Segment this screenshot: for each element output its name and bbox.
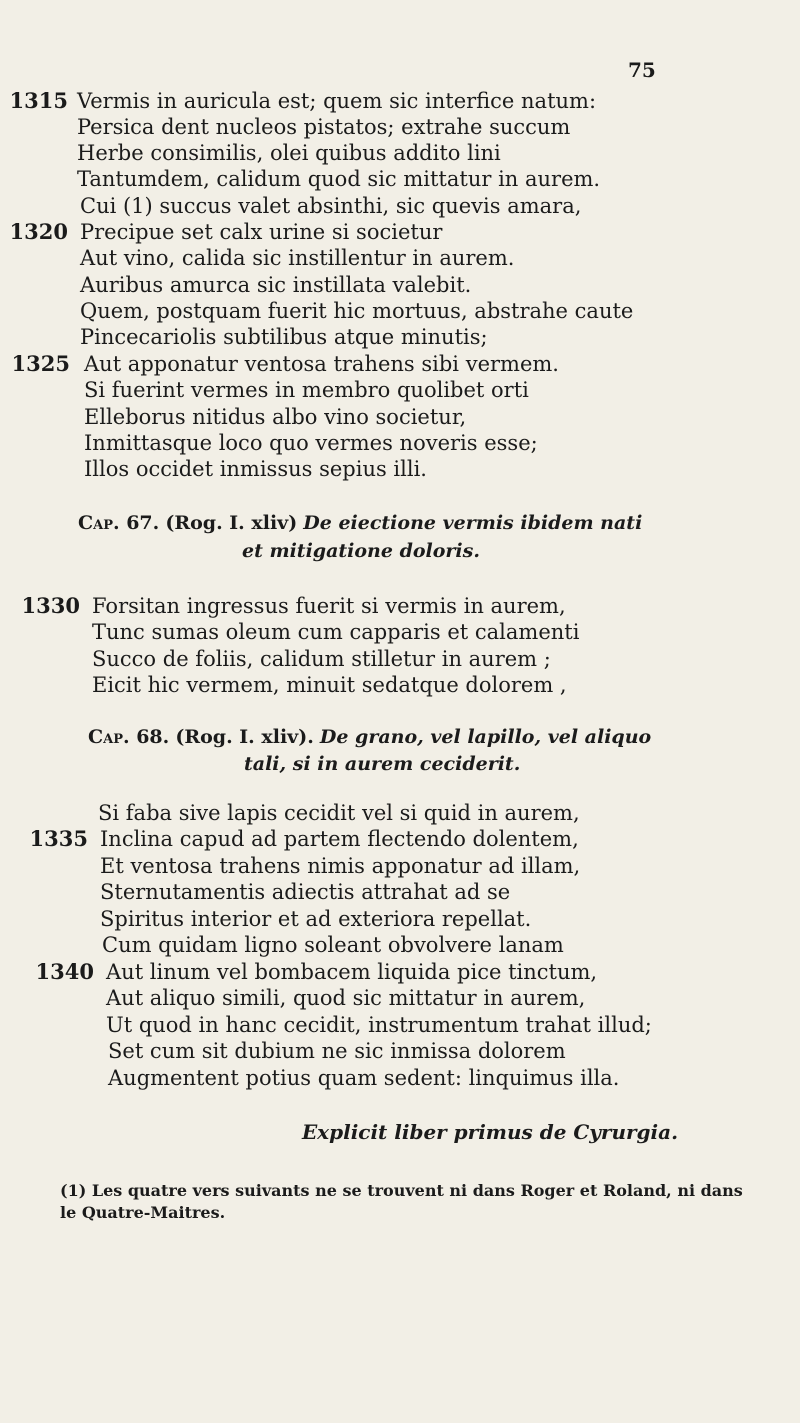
verse-line: Aut aliquo simili, quod sic mittatur in aurem, [106,986,586,1010]
chapter-title-cont: et mitigatione doloris. [242,540,480,562]
verse-line: Tunc sumas oleum cum capparis et calamenti [92,620,580,644]
chapter-reference: (Rog. I. xliv). [175,726,314,748]
verse-line: Eicit hic vermem, minuit sedatque dolorem , [92,673,567,697]
verse-line: 1315 Vermis in auricula est; quem sic interfice natum: [9,88,597,113]
verse-line: Tantumdem, calidum quod sic mittatur in aurem. [77,167,601,191]
verse-line: Set cum sit dubium ne sic inmissa dolorem [108,1039,566,1063]
verse-line: Si faba sive lapis cecidit vel si quid in aurem, [98,801,580,825]
chapter-title: De grano, vel lapillo, vel aliquo [319,726,652,748]
verse-line: 1320 Precipue set calx urine si societur [9,219,443,244]
verse-line: Et ventosa trahens nimis apponatur ad illam, [100,854,581,878]
page-number: 75 [628,58,656,82]
verse-line: Illos occidet inmissus sepius illi. [84,457,427,481]
chapter-title: De eiectione vermis ibidem nati [303,512,643,534]
verse-line: Spiritus interior et ad exteriora repellat. [100,907,532,931]
verse-line: 1330 Forsitan ingressus fuerit si vermis in aurem, [21,593,566,618]
verse-line: Inmittasque loco quo vermes noveris esse; [84,431,538,455]
chapter-label: Cap. 67. [78,512,160,534]
footnote: (1) Les quatre vers suivants ne se trouvent ni dans Roger et Roland, ni dans le Quatre-Maitres. [60,1181,743,1222]
verse-line: Ut quod in hanc cecidit, instrumentum trahat illud; [106,1013,652,1037]
explicit-line: Explicit liber primus de Cyrurgia. [301,1120,679,1144]
verse-line: 1325 Aut apponatur ventosa trahens sibi vermem. [11,351,559,376]
verse-line: Quem, postquam fuerit hic mortuus, abstrahe caute [80,299,634,323]
verse-line: Si fuerint vermes in membro quolibet orti [84,378,529,402]
verse-line: Cui (1) succus valet absinthi, sic quevis amara, [80,194,582,218]
verse-line: Augmentent potius quam sedent: linquimus illa. [108,1066,620,1090]
verse-line: Sternutamentis adiectis attrahat ad se [100,880,511,904]
verse-line: Pincecariolis subtilibus atque minutis; [80,325,488,349]
chapter-label: Cap. 68. [88,726,170,748]
verse-line: 1335 Inclina capud ad partem flectendo dolentem, [29,826,579,851]
verse-line: 1340 Aut linum vel bombacem liquida pice tinctum, [35,959,598,984]
verse-line: Herbe consimilis, olei quibus addito lini [77,141,501,165]
verse-line: Elleborus nitidus albo vino societur, [84,405,467,429]
chapter-title-cont: tali, si in aurem ceciderit. [244,753,521,775]
verse-line: Persica dent nucleos pistatos; extrahe succum [77,115,571,139]
verse-line: Cum quidam ligno soleant obvolvere lanam [102,933,564,957]
verse-line: Aut vino, calida sic instillentur in aurem. [80,246,515,270]
verse-line: Auribus amurca sic instillata valebit. [80,273,472,297]
verse-line: Succo de foliis, calidum stilletur in aurem ; [92,647,551,671]
chapter-reference: (Rog. I. xliv) [165,512,298,534]
